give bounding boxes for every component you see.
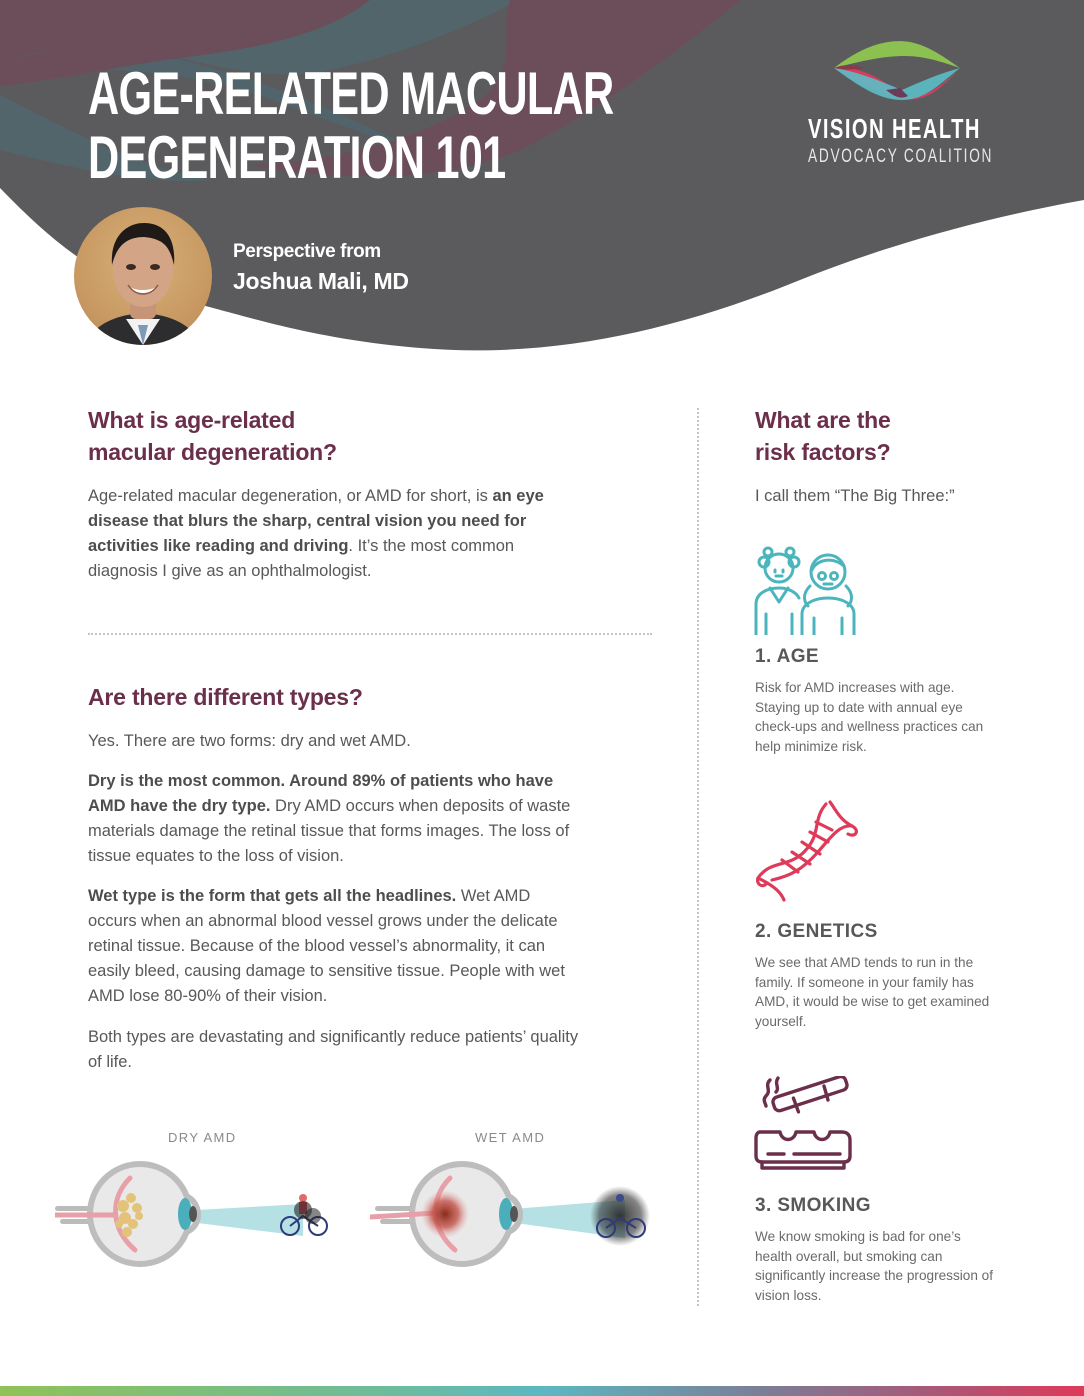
closing-paragraph: Both types are devastating and significantly reduce patients’ quality of life. bbox=[88, 1028, 579, 1071]
dry-amd-eye-diagram bbox=[55, 1158, 340, 1268]
wet-amd-label: WET AMD bbox=[475, 1130, 546, 1145]
heading-what-is-amd bbox=[88, 404, 337, 468]
vision-health-logo bbox=[808, 38, 994, 168]
ashtray-cigarette-icon bbox=[754, 1076, 854, 1172]
author-avatar bbox=[74, 207, 212, 345]
dry-amd-paragraph bbox=[88, 769, 582, 869]
heading-types: Are there different types? bbox=[88, 684, 363, 710]
wet-amd-eye-diagram bbox=[370, 1158, 655, 1268]
risk-factor-title-smoking: 3. SMOKING bbox=[755, 1195, 871, 1216]
body-text-bold: an eye disease that blurs the sharp, central vision you need for activities like reading and driving bbox=[88, 487, 544, 555]
heading-risk-factors bbox=[755, 404, 891, 468]
author-portrait-image bbox=[74, 207, 212, 345]
perspective-label: Perspective from bbox=[233, 241, 381, 262]
title-line-1: AGE-RELATED MACULAR bbox=[88, 60, 614, 127]
dna-icon bbox=[752, 798, 860, 904]
page-title bbox=[88, 62, 613, 190]
header-banner bbox=[0, 0, 1084, 360]
types-intro: Yes. There are two forms: dry and wet AMD. bbox=[88, 732, 411, 750]
body-text-bold: Dry is the most common. Around 89% of patients who have AMD have the dry type. bbox=[88, 772, 554, 815]
risk-factor-text-genetics: We see that AMD tends to run in the family. If someone in your family has AMD, it would be wise to get examined yourself. bbox=[755, 955, 990, 1030]
risk-factor-text-age: Risk for AMD increases with age. Staying up to date with annual eye check-ups and wellness practices can help minimize risk. bbox=[755, 680, 984, 755]
body-text: . It’s the most common diagnosis I give as an ophthalmologist. bbox=[88, 537, 515, 580]
heading-line: What is age-related bbox=[88, 407, 296, 433]
heading-line: risk factors? bbox=[755, 439, 891, 465]
author-attribution bbox=[233, 240, 409, 296]
title-line-2: DEGENERATION 101 bbox=[88, 124, 506, 191]
section-divider bbox=[88, 633, 652, 635]
body-text: Wet AMD occurs when an abnormal blood vessel grows under the delicate retinal tissue. Because of the blood vessel’s abnormality, it can easily bleed, causing damage to sensitive tissue. People with wet AMD lose 80-90% of their vision. bbox=[88, 887, 565, 1005]
dry-amd-label: DRY AMD bbox=[168, 1130, 237, 1145]
logo-text-vision-health: VISION HEALTH bbox=[808, 113, 981, 144]
what-is-amd-paragraph bbox=[88, 484, 578, 584]
wet-amd-paragraph bbox=[88, 884, 582, 1009]
risk-factor-text-smoking: We know smoking is bad for one’s health overall, but smoking can significantly increase the progression of vision loss. bbox=[755, 1229, 994, 1304]
heading-line: What are the bbox=[755, 407, 891, 433]
column-divider bbox=[697, 408, 699, 1306]
heading-line: macular degeneration? bbox=[88, 439, 337, 465]
body-text: Age-related macular degeneration, or AMD for short, is bbox=[88, 487, 493, 505]
logo-text-advocacy-coalition: ADVOCACY COALITION bbox=[808, 146, 994, 167]
body-text: Dry AMD occurs when deposits of waste materials damage the retinal tissue that forms images. The loss of tissue equates to the loss of vision. bbox=[88, 797, 571, 865]
risk-factors-intro: I call them “The Big Three:” bbox=[755, 487, 955, 505]
logo-eye-ribbon-icon bbox=[830, 38, 964, 106]
risk-factor-title-genetics: 2. GENETICS bbox=[755, 921, 878, 942]
elderly-couple-icon bbox=[754, 542, 860, 635]
risk-factor-title-age: 1. AGE bbox=[755, 646, 819, 667]
body-text-bold: Wet type is the form that gets all the headlines. bbox=[88, 887, 457, 905]
author-name: Joshua Mali, MD bbox=[233, 268, 409, 294]
bottom-gradient-bar bbox=[0, 1386, 1084, 1396]
